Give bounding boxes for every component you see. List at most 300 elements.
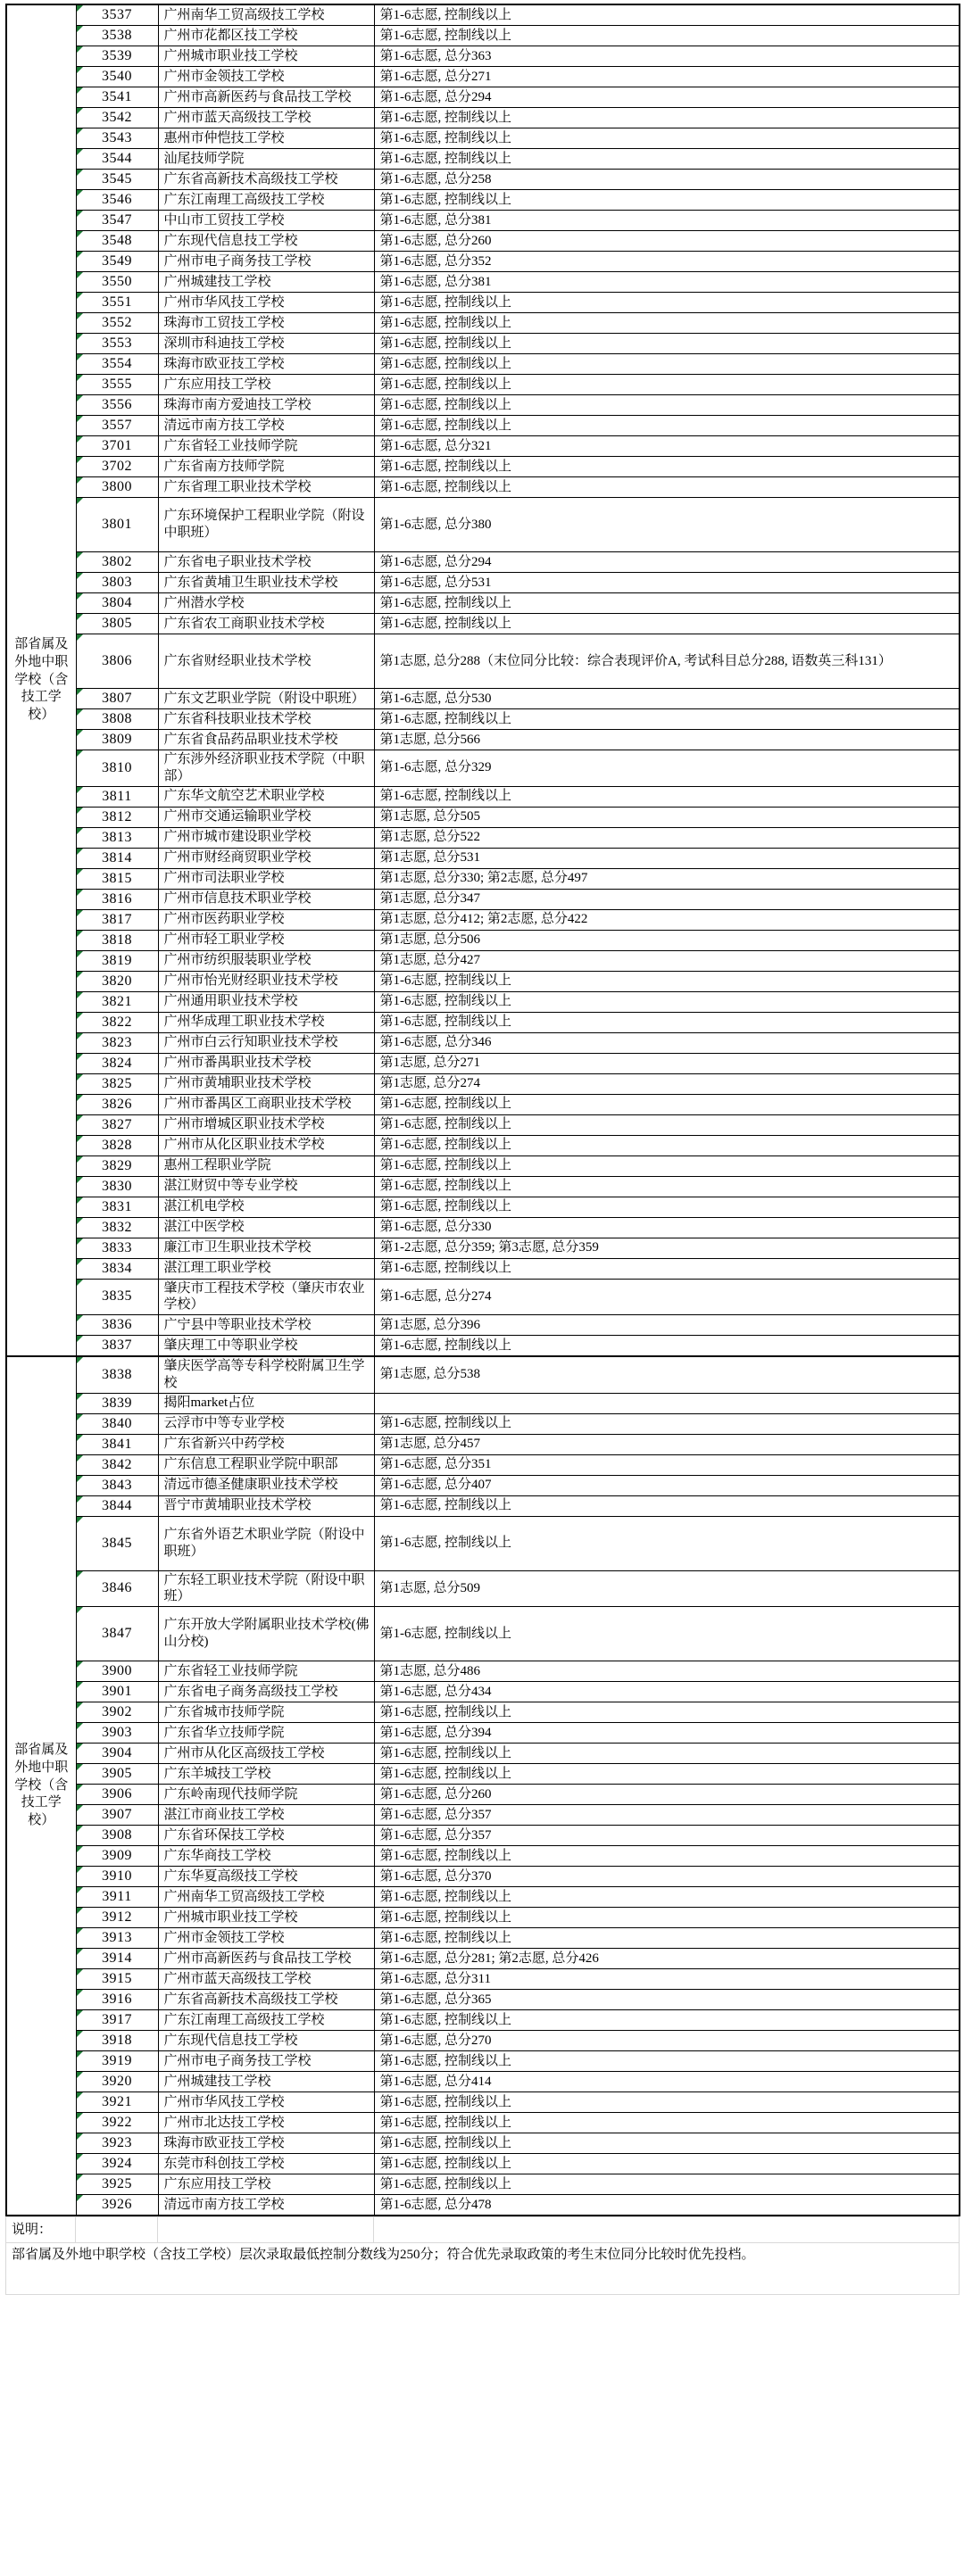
table-row bbox=[6, 1949, 960, 1969]
admission-score-cell: 第1-6志愿, 控制线以上 bbox=[374, 1258, 960, 1279]
table-row bbox=[6, 1969, 960, 1990]
table-row bbox=[6, 889, 960, 909]
admission-score-cell: 第1-6志愿, 总分260 bbox=[374, 231, 960, 252]
school-name-cell: 珠海市欧亚技工学校 bbox=[158, 354, 374, 375]
school-code-cell: 3808 bbox=[76, 709, 158, 730]
admission-score-cell: 第1-6志愿, 控制线以上 bbox=[374, 1846, 960, 1867]
table-row bbox=[6, 1495, 960, 1516]
admission-score-cell: 第1-6志愿, 控制线以上 bbox=[374, 1744, 960, 1764]
table-row bbox=[6, 1176, 960, 1197]
table-row bbox=[6, 1570, 960, 1607]
admission-score-cell: 第1-6志愿, 总分281; 第2志愿, 总分426 bbox=[374, 1949, 960, 1969]
school-code-cell: 3806 bbox=[76, 634, 158, 689]
school-name-cell: 广东开放大学附属职业技术学校(佛山分校) bbox=[158, 1607, 374, 1661]
school-category-cell: 部省属及外地中职学校（含技工学校） bbox=[6, 1356, 76, 2216]
admission-score-cell: 第1-6志愿, 控制线以上 bbox=[374, 1887, 960, 1908]
admission-score-cell: 第1-6志愿, 总分351 bbox=[374, 1454, 960, 1475]
note-spacer-3 bbox=[374, 2217, 960, 2243]
table-row bbox=[6, 1356, 960, 1393]
school-name-cell: 广州市华风技工学校 bbox=[158, 2092, 374, 2113]
table-row bbox=[6, 709, 960, 730]
school-code-cell: 3544 bbox=[76, 149, 158, 170]
school-code-cell: 3841 bbox=[76, 1434, 158, 1454]
table-row bbox=[6, 2154, 960, 2174]
school-name-cell: 广州市司法职业学校 bbox=[158, 868, 374, 889]
table-row bbox=[6, 477, 960, 498]
school-code-cell: 3803 bbox=[76, 573, 158, 593]
school-code-cell: 3847 bbox=[76, 1607, 158, 1661]
table-row bbox=[6, 354, 960, 375]
admission-score-cell: 第1志愿, 总分509 bbox=[374, 1570, 960, 1607]
school-code-cell: 3908 bbox=[76, 1826, 158, 1846]
school-code-cell: 3546 bbox=[76, 190, 158, 211]
table-row bbox=[6, 231, 960, 252]
school-name-cell: 深圳市科迪技工学校 bbox=[158, 334, 374, 354]
school-name-cell: 湛江理工职业学校 bbox=[158, 1258, 374, 1279]
school-code-cell: 3549 bbox=[76, 252, 158, 272]
school-code-cell: 3916 bbox=[76, 1990, 158, 2010]
school-name-cell: 广东现代信息技工学校 bbox=[158, 2031, 374, 2051]
school-code-cell: 3802 bbox=[76, 552, 158, 573]
table-row bbox=[6, 1764, 960, 1785]
school-name-cell: 肇庆市工程技术学校（肇庆市农业学校） bbox=[158, 1279, 374, 1315]
school-name-cell: 肇庆医学高等专科学校附属卫生学校 bbox=[158, 1356, 374, 1393]
school-code-cell: 3834 bbox=[76, 1258, 158, 1279]
school-code-cell: 3906 bbox=[76, 1785, 158, 1805]
school-name-cell: 清远市德圣健康职业技术学校 bbox=[158, 1475, 374, 1495]
school-name-cell: 广州市花都区技工学校 bbox=[158, 26, 374, 46]
school-name-cell: 广东省轻工业技师学院 bbox=[158, 1661, 374, 1682]
table-row bbox=[6, 1846, 960, 1867]
table-row bbox=[6, 1867, 960, 1887]
admission-score-cell: 第1-6志愿, 总分352 bbox=[374, 252, 960, 272]
admission-score-cell: 第1-6志愿, 控制线以上 bbox=[374, 1155, 960, 1176]
table-row bbox=[6, 971, 960, 991]
school-name-cell: 广东省食品药品职业技术学校 bbox=[158, 730, 374, 750]
admission-score-cell: 第1志愿, 总分396 bbox=[374, 1315, 960, 1336]
school-code-cell: 3926 bbox=[76, 2195, 158, 2216]
school-code-cell: 3829 bbox=[76, 1155, 158, 1176]
school-name-cell: 广东省财经职业技术学校 bbox=[158, 634, 374, 689]
school-name-cell: 广州市番禺职业技术学校 bbox=[158, 1053, 374, 1073]
school-name-cell: 广州市蓝天高级技工学校 bbox=[158, 1969, 374, 1990]
table-row bbox=[6, 2133, 960, 2154]
table-row bbox=[6, 1012, 960, 1032]
school-name-cell: 广州市黄埔职业技术学校 bbox=[158, 1073, 374, 1094]
table-row bbox=[6, 750, 960, 787]
table-row bbox=[6, 1785, 960, 1805]
table-row bbox=[6, 827, 960, 848]
school-name-cell: 清远市南方技工学校 bbox=[158, 2195, 374, 2216]
admission-score-cell: 第1-6志愿, 控制线以上 bbox=[374, 2051, 960, 2072]
school-name-cell: 肇庆理工中等职业学校 bbox=[158, 1336, 374, 1357]
admission-score-cell: 第1-6志愿, 控制线以上 bbox=[374, 375, 960, 395]
school-code-cell: 3539 bbox=[76, 46, 158, 67]
table-row bbox=[6, 2092, 960, 2113]
admission-score-cell: 第1-6志愿, 总分380 bbox=[374, 498, 960, 552]
table-row bbox=[6, 1053, 960, 1073]
admission-score-cell: 第1志愿, 总分427 bbox=[374, 950, 960, 971]
school-code-cell: 3924 bbox=[76, 2154, 158, 2174]
school-code-cell: 3914 bbox=[76, 1949, 158, 1969]
school-name-cell: 广州市纺织服装职业学校 bbox=[158, 950, 374, 971]
school-code-cell: 3910 bbox=[76, 1867, 158, 1887]
school-code-cell: 3553 bbox=[76, 334, 158, 354]
school-name-cell: 广东省城市技师学院 bbox=[158, 1702, 374, 1723]
admission-score-cell: 第1-6志愿, 控制线以上 bbox=[374, 1928, 960, 1949]
admission-score-cell: 第1志愿, 总分538 bbox=[374, 1356, 960, 1393]
school-code-cell: 3801 bbox=[76, 498, 158, 552]
table-row bbox=[6, 1315, 960, 1336]
school-name-cell: 广州潜水学校 bbox=[158, 593, 374, 614]
school-code-cell: 3822 bbox=[76, 1012, 158, 1032]
school-code-cell: 3827 bbox=[76, 1114, 158, 1135]
table-row bbox=[6, 1928, 960, 1949]
admission-score-cell: 第1-6志愿, 控制线以上 bbox=[374, 1094, 960, 1114]
admission-score-cell: 第1志愿, 总分347 bbox=[374, 889, 960, 909]
table-row bbox=[6, 1238, 960, 1258]
school-code-cell: 3542 bbox=[76, 108, 158, 128]
table-row bbox=[6, 1197, 960, 1217]
school-name-cell: 广州市高新医药与食品技工学校 bbox=[158, 1949, 374, 1969]
table-row bbox=[6, 1908, 960, 1928]
school-code-cell: 3839 bbox=[76, 1393, 158, 1413]
admission-score-cell: 第1-6志愿, 总分530 bbox=[374, 689, 960, 709]
school-code-cell: 3820 bbox=[76, 971, 158, 991]
school-code-cell: 3552 bbox=[76, 313, 158, 334]
admission-score-cell: 第1-6志愿, 总分357 bbox=[374, 1826, 960, 1846]
school-name-cell: 广东江南理工高级技工学校 bbox=[158, 2010, 374, 2031]
admission-score-cell: 第1-6志愿, 总分370 bbox=[374, 1867, 960, 1887]
school-code-cell: 3824 bbox=[76, 1053, 158, 1073]
school-code-cell: 3812 bbox=[76, 807, 158, 827]
table-row bbox=[6, 1073, 960, 1094]
note-label: 说明： bbox=[6, 2217, 76, 2243]
school-name-cell: 广州市信息技术职业学校 bbox=[158, 889, 374, 909]
school-code-cell: 3540 bbox=[76, 67, 158, 87]
admission-score-cell: 第1-6志愿, 控制线以上 bbox=[374, 457, 960, 477]
table-row bbox=[6, 416, 960, 436]
school-name-cell: 广东省科技职业技术学校 bbox=[158, 709, 374, 730]
table-row bbox=[6, 272, 960, 293]
table-row bbox=[6, 2113, 960, 2133]
school-code-cell: 3804 bbox=[76, 593, 158, 614]
school-name-cell: 广东江南理工高级技工学校 bbox=[158, 190, 374, 211]
admission-score-cell: 第1志愿, 总分288（末位同分比较：综合表现评价A, 考试科目总分288, 语数英三科131） bbox=[374, 634, 960, 689]
school-name-cell: 广州华成理工职业技术学校 bbox=[158, 1012, 374, 1032]
admission-score-cell: 第1-6志愿, 控制线以上 bbox=[374, 395, 960, 416]
table-row bbox=[6, 2072, 960, 2092]
school-code-cell: 3556 bbox=[76, 395, 158, 416]
table-row bbox=[6, 87, 960, 108]
school-code-cell: 3821 bbox=[76, 991, 158, 1012]
school-code-cell: 3915 bbox=[76, 1969, 158, 1990]
table-row bbox=[6, 149, 960, 170]
table-row bbox=[6, 1661, 960, 1682]
school-code-cell: 3815 bbox=[76, 868, 158, 889]
admission-score-cell: 第1-6志愿, 总分365 bbox=[374, 1990, 960, 2010]
school-name-cell: 广东省农工商职业技术学校 bbox=[158, 614, 374, 634]
admission-score-cell: 第1-6志愿, 控制线以上 bbox=[374, 190, 960, 211]
admission-score-cell: 第1-6志愿, 控制线以上 bbox=[374, 1495, 960, 1516]
admission-score-cell: 第1志愿, 总分531 bbox=[374, 848, 960, 868]
table-row bbox=[6, 1217, 960, 1238]
admission-score-cell: 第1-6志愿, 控制线以上 bbox=[374, 416, 960, 436]
school-code-cell: 3922 bbox=[76, 2113, 158, 2133]
school-name-cell: 广州南华工贸高级技工学校 bbox=[158, 4, 374, 26]
admission-score-cell: 第1-6志愿, 总分478 bbox=[374, 2195, 960, 2216]
admission-score-cell: 第1-6志愿, 总分321 bbox=[374, 436, 960, 457]
table-row bbox=[6, 614, 960, 634]
admission-score-cell: 第1-6志愿, 总分346 bbox=[374, 1032, 960, 1053]
admission-score-cell: 第1-6志愿, 总分330 bbox=[374, 1217, 960, 1238]
admission-score-cell: 第1-6志愿, 控制线以上 bbox=[374, 1336, 960, 1357]
admission-score-cell: 第1-6志愿, 控制线以上 bbox=[374, 1135, 960, 1155]
school-name-cell: 珠海市欧亚技工学校 bbox=[158, 2133, 374, 2154]
school-code-cell: 3831 bbox=[76, 1197, 158, 1217]
table-row bbox=[6, 1516, 960, 1570]
school-code-cell: 3925 bbox=[76, 2174, 158, 2195]
table-row bbox=[6, 252, 960, 272]
school-code-cell: 3537 bbox=[76, 4, 158, 26]
school-code-cell: 3550 bbox=[76, 272, 158, 293]
table-row bbox=[6, 1454, 960, 1475]
notes-table bbox=[5, 2216, 960, 2295]
table-row bbox=[6, 1744, 960, 1764]
table-row bbox=[6, 1682, 960, 1702]
admission-score-cell: 第1志愿, 总分412; 第2志愿, 总分422 bbox=[374, 909, 960, 930]
school-name-cell: 珠海市工贸技工学校 bbox=[158, 313, 374, 334]
school-code-cell: 3545 bbox=[76, 170, 158, 190]
table-row bbox=[6, 375, 960, 395]
admission-score-cell: 第1-6志愿, 总分294 bbox=[374, 87, 960, 108]
table-row bbox=[6, 868, 960, 889]
admission-score-cell: 第1-6志愿, 控制线以上 bbox=[374, 2092, 960, 2113]
table-row bbox=[6, 170, 960, 190]
table-row bbox=[6, 1702, 960, 1723]
school-name-cell: 广东应用技工学校 bbox=[158, 375, 374, 395]
admission-score-cell: 第1-6志愿, 控制线以上 bbox=[374, 1413, 960, 1434]
admission-score-cell: 第1志愿, 总分505 bbox=[374, 807, 960, 827]
school-name-cell: 广州城市职业技工学校 bbox=[158, 1908, 374, 1928]
school-code-cell: 3817 bbox=[76, 909, 158, 930]
school-name-cell: 广东环境保护工程职业学院（附设中职班） bbox=[158, 498, 374, 552]
note-spacer-2 bbox=[158, 2217, 374, 2243]
school-name-cell: 广东省轻工业技师学院 bbox=[158, 436, 374, 457]
school-name-cell: 汕尾技师学院 bbox=[158, 149, 374, 170]
school-code-cell: 3907 bbox=[76, 1805, 158, 1826]
school-name-cell: 广州市北达技工学校 bbox=[158, 2113, 374, 2133]
table-row bbox=[6, 1826, 960, 1846]
admission-score-cell: 第1-6志愿, 总分294 bbox=[374, 552, 960, 573]
school-name-cell: 清远市南方技工学校 bbox=[158, 416, 374, 436]
admission-score-cell: 第1-6志愿, 控制线以上 bbox=[374, 1702, 960, 1723]
school-code-cell: 3826 bbox=[76, 1094, 158, 1114]
admission-score-cell: 第1-6志愿, 控制线以上 bbox=[374, 991, 960, 1012]
admission-score-cell: 第1-6志愿, 控制线以上 bbox=[374, 2174, 960, 2195]
school-code-cell: 3551 bbox=[76, 293, 158, 313]
admission-score-cell: 第1-6志愿, 总分270 bbox=[374, 2031, 960, 2051]
school-code-cell: 3557 bbox=[76, 416, 158, 436]
admission-score-cell: 第1-6志愿, 控制线以上 bbox=[374, 1516, 960, 1570]
school-name-cell: 广东省华立技师学院 bbox=[158, 1723, 374, 1744]
table-row bbox=[6, 1413, 960, 1434]
school-code-cell: 3923 bbox=[76, 2133, 158, 2154]
school-name-cell: 广东应用技工学校 bbox=[158, 2174, 374, 2195]
school-code-cell: 3846 bbox=[76, 1570, 158, 1607]
school-code-cell: 3913 bbox=[76, 1928, 158, 1949]
table-row bbox=[6, 211, 960, 231]
school-name-cell: 广州市交通运输职业学校 bbox=[158, 807, 374, 827]
table-row bbox=[6, 552, 960, 573]
admission-score-cell: 第1-6志愿, 总分531 bbox=[374, 573, 960, 593]
school-name-cell: 湛江中医学校 bbox=[158, 1217, 374, 1238]
admission-score-cell: 第1志愿, 总分506 bbox=[374, 930, 960, 950]
table-row bbox=[6, 1279, 960, 1315]
school-code-cell: 3816 bbox=[76, 889, 158, 909]
admission-score-cell: 第1-6志愿, 控制线以上 bbox=[374, 293, 960, 313]
admission-score-cell: 第1-6志愿, 总分381 bbox=[374, 272, 960, 293]
table-row bbox=[6, 1805, 960, 1826]
school-name-cell: 广东羊城技工学校 bbox=[158, 1764, 374, 1785]
school-code-cell: 3800 bbox=[76, 477, 158, 498]
table-row bbox=[6, 950, 960, 971]
admission-score-cell: 第1-6志愿, 总分357 bbox=[374, 1805, 960, 1826]
admission-score-cell: 第1-6志愿, 总分274 bbox=[374, 1279, 960, 1315]
table-row bbox=[6, 498, 960, 552]
note-body-row bbox=[6, 2243, 960, 2295]
school-name-cell: 揭阳market占位 bbox=[158, 1393, 374, 1413]
admission-score-cell: 第1-6志愿, 总分329 bbox=[374, 750, 960, 787]
table-row bbox=[6, 2031, 960, 2051]
school-code-cell: 3844 bbox=[76, 1495, 158, 1516]
school-name-cell: 广州市白云行知职业技术学校 bbox=[158, 1032, 374, 1053]
admission-score-cell: 第1-6志愿, 控制线以上 bbox=[374, 2113, 960, 2133]
admission-score-cell: 第1-6志愿, 控制线以上 bbox=[374, 108, 960, 128]
school-name-cell: 广州市蓝天高级技工学校 bbox=[158, 108, 374, 128]
school-code-cell: 3833 bbox=[76, 1238, 158, 1258]
school-code-cell: 3807 bbox=[76, 689, 158, 709]
school-name-cell: 广东省高新技术高级技工学校 bbox=[158, 1990, 374, 2010]
admission-score-cell: 第1-6志愿, 总分414 bbox=[374, 2072, 960, 2092]
school-name-cell: 广东文艺职业学院（附设中职班） bbox=[158, 689, 374, 709]
table-row bbox=[6, 1475, 960, 1495]
table-row bbox=[6, 1032, 960, 1053]
table-row bbox=[6, 1723, 960, 1744]
table-row bbox=[6, 26, 960, 46]
table-row bbox=[6, 1135, 960, 1155]
note-spacer-1 bbox=[76, 2217, 158, 2243]
table-row bbox=[6, 108, 960, 128]
admission-score-cell: 第1-6志愿, 控制线以上 bbox=[374, 149, 960, 170]
school-code-cell: 3905 bbox=[76, 1764, 158, 1785]
school-code-cell: 3538 bbox=[76, 26, 158, 46]
admission-score-cell: 第1-6志愿, 控制线以上 bbox=[374, 477, 960, 498]
school-code-cell: 3920 bbox=[76, 2072, 158, 2092]
school-name-cell: 广东信息工程职业学院中职部 bbox=[158, 1454, 374, 1475]
admission-score-cell: 第1-6志愿, 总分260 bbox=[374, 1785, 960, 1805]
school-name-cell: 广州市华风技工学校 bbox=[158, 293, 374, 313]
school-category-cell: 部省属及外地中职学校（含技工学校） bbox=[6, 4, 76, 1356]
school-code-cell: 3554 bbox=[76, 354, 158, 375]
table-row bbox=[6, 786, 960, 807]
school-code-cell: 3835 bbox=[76, 1279, 158, 1315]
admission-score-cell: 第1志愿, 总分330; 第2志愿, 总分497 bbox=[374, 868, 960, 889]
admission-score-cell: 第1-6志愿, 控制线以上 bbox=[374, 128, 960, 149]
school-code-cell: 3811 bbox=[76, 786, 158, 807]
school-code-cell: 3830 bbox=[76, 1176, 158, 1197]
table-row bbox=[6, 1607, 960, 1661]
table-row bbox=[6, 190, 960, 211]
school-code-cell: 3813 bbox=[76, 827, 158, 848]
table-row bbox=[6, 46, 960, 67]
school-code-cell: 3912 bbox=[76, 1908, 158, 1928]
admission-score-cell bbox=[374, 1393, 960, 1413]
table-row bbox=[6, 2010, 960, 2031]
admission-score-cell: 第1-6志愿, 控制线以上 bbox=[374, 1908, 960, 1928]
admission-score-cell: 第1-6志愿, 控制线以上 bbox=[374, 1197, 960, 1217]
school-name-cell: 惠州市仲恺技工学校 bbox=[158, 128, 374, 149]
table-row bbox=[6, 395, 960, 416]
table-row bbox=[6, 909, 960, 930]
note-label-row bbox=[6, 2217, 960, 2243]
school-code-cell: 3828 bbox=[76, 1135, 158, 1155]
admission-score-cell: 第1-6志愿, 控制线以上 bbox=[374, 593, 960, 614]
table-row bbox=[6, 1434, 960, 1454]
school-code-cell: 3836 bbox=[76, 1315, 158, 1336]
school-code-cell: 3918 bbox=[76, 2031, 158, 2051]
school-code-cell: 3904 bbox=[76, 1744, 158, 1764]
admission-score-cell: 第1-6志愿, 总分407 bbox=[374, 1475, 960, 1495]
school-code-cell: 3702 bbox=[76, 457, 158, 477]
school-code-cell: 3840 bbox=[76, 1413, 158, 1434]
admission-score-cell: 第1-6志愿, 控制线以上 bbox=[374, 1764, 960, 1785]
table-row bbox=[6, 2174, 960, 2195]
school-name-cell: 湛江财贸中等专业学校 bbox=[158, 1176, 374, 1197]
admission-score-cell: 第1-6志愿, 总分394 bbox=[374, 1723, 960, 1744]
school-name-cell: 广州市金领技工学校 bbox=[158, 67, 374, 87]
school-code-cell: 3547 bbox=[76, 211, 158, 231]
school-name-cell: 东莞市科创技工学校 bbox=[158, 2154, 374, 2174]
school-name-cell: 广东岭南现代技师学院 bbox=[158, 1785, 374, 1805]
school-name-cell: 广州市从化区高级技工学校 bbox=[158, 1744, 374, 1764]
school-name-cell: 中山市工贸技工学校 bbox=[158, 211, 374, 231]
school-name-cell: 广东省高新技术高级技工学校 bbox=[158, 170, 374, 190]
school-name-cell: 广州市医药职业学校 bbox=[158, 909, 374, 930]
admission-score-cell: 第1-6志愿, 控制线以上 bbox=[374, 2133, 960, 2154]
school-name-cell: 广州市番禺区工商职业技术学校 bbox=[158, 1094, 374, 1114]
school-code-cell: 3819 bbox=[76, 950, 158, 971]
table-row bbox=[6, 991, 960, 1012]
table-row bbox=[6, 313, 960, 334]
admission-score-cell: 第1-6志愿, 控制线以上 bbox=[374, 26, 960, 46]
admission-score-cell: 第1-6志愿, 控制线以上 bbox=[374, 4, 960, 26]
school-code-cell: 3809 bbox=[76, 730, 158, 750]
table-row bbox=[6, 2051, 960, 2072]
school-code-cell: 3901 bbox=[76, 1682, 158, 1702]
school-code-cell: 3823 bbox=[76, 1032, 158, 1053]
school-name-cell: 广州通用职业技术学校 bbox=[158, 991, 374, 1012]
table-row bbox=[6, 573, 960, 593]
admission-score-cell: 第1志愿, 总分271 bbox=[374, 1053, 960, 1073]
admission-score-cell: 第1志愿, 总分566 bbox=[374, 730, 960, 750]
admission-score-cell: 第1-6志愿, 总分434 bbox=[374, 1682, 960, 1702]
admission-score-cell: 第1-6志愿, 控制线以上 bbox=[374, 1176, 960, 1197]
school-code-cell: 3900 bbox=[76, 1661, 158, 1682]
school-name-cell: 广东省外语艺术职业学院（附设中职班） bbox=[158, 1516, 374, 1570]
school-code-cell: 3548 bbox=[76, 231, 158, 252]
school-code-cell: 3838 bbox=[76, 1356, 158, 1393]
